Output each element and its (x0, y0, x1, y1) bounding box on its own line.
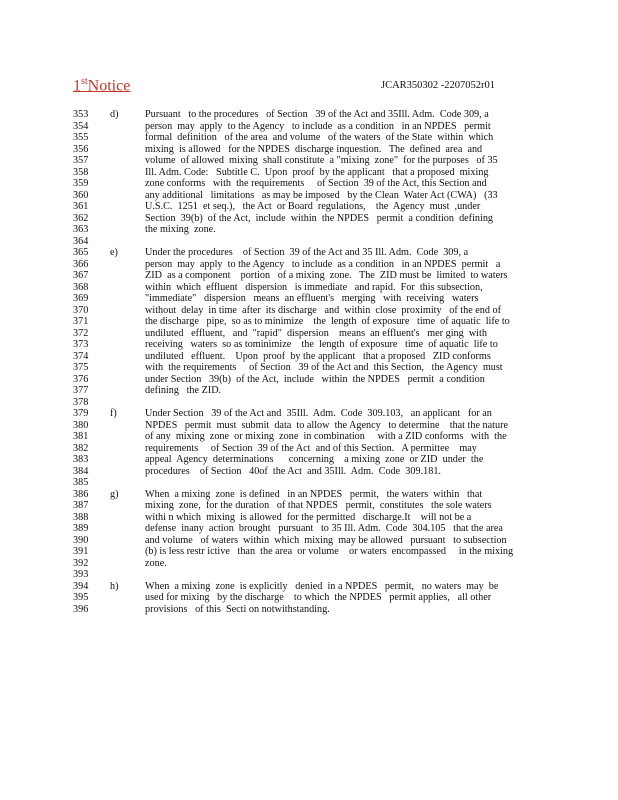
text-line (0, 270, 618, 282)
line-text: used for mixing by the discharge to which the NPDES permit applies, all other (145, 592, 492, 603)
line-number: 357 (73, 155, 89, 166)
text-line (0, 535, 618, 547)
notice-number: 1 (73, 77, 81, 95)
line-number: 364 (73, 235, 89, 247)
line-number: 372 (73, 327, 89, 339)
text-line (0, 144, 618, 156)
line-number: 380 (73, 419, 89, 431)
line-text: Section 39(b) of the Act, include within the NPDES permit a condition defining (145, 212, 494, 224)
line-number: 367 (73, 270, 89, 281)
line-text: When a mixing zone is defined in an NPDES permit, the waters within that (145, 488, 483, 500)
line-text: appeal Agency determinations concerning a mixing zone or ZID under the (145, 454, 484, 465)
line-number: 381 (73, 431, 89, 442)
text-line (0, 558, 618, 570)
line-text: defense inany action brought pursuant to 35 Ill. Adm. Code 304.105 that the area (145, 523, 503, 534)
line-number: 395 (73, 592, 89, 603)
line-text: Ill. Adm. Code: Subtitle C. Upon proof by the applicant that a proposed mixing (145, 166, 489, 178)
text-line (0, 328, 618, 340)
line-number: 369 (73, 293, 89, 304)
text-line (0, 592, 618, 604)
text-line (0, 213, 618, 225)
line-number: 379 (73, 408, 89, 419)
line-text: mixing zone, for the duration of that NPDES permit, constitutes the sole waters (145, 500, 492, 511)
line-text: requirements of Section 39 of the Act and of this Section. A permittee may (145, 442, 477, 454)
line-number: 378 (73, 396, 89, 408)
line-number: 354 (73, 120, 89, 132)
document-body (0, 109, 618, 615)
text-line (0, 385, 618, 397)
text-line (0, 512, 618, 524)
line-number: 359 (73, 178, 89, 189)
line-number: 386 (73, 488, 89, 500)
line-text: When a mixing zone is explicitly denied in a NPDES permit, no waters may be (145, 580, 499, 592)
text-line (0, 190, 618, 202)
subsection-label: d) (110, 109, 119, 120)
line-text: provisions of this Secti on notwithstanding. (145, 603, 330, 615)
text-line (0, 121, 618, 133)
text-line (0, 293, 618, 305)
line-number: 366 (73, 258, 89, 270)
line-text: (b) is less restr ictive than the area or volume or waters encompassed in the mixing (145, 546, 514, 557)
text-line (0, 351, 618, 363)
line-number: 385 (73, 477, 89, 488)
line-number: 377 (73, 385, 89, 396)
text-line (0, 374, 618, 386)
text-line (0, 305, 618, 317)
line-number: 394 (73, 580, 89, 592)
text-line (0, 339, 618, 351)
line-text: zone conforms with the requirements of Section 39 of the Act, this Section and (145, 178, 487, 189)
text-line (0, 178, 618, 190)
line-text: with the requirements of Section 39 of the Act and this Section, the Agency must (145, 362, 503, 373)
text-line (0, 489, 618, 501)
line-text: any additional limitations as may be imposed by the Clean Water Act (CWA) (33 (145, 189, 498, 201)
line-number: 356 (73, 143, 89, 155)
line-number: 361 (73, 201, 89, 212)
subsection-label: f) (110, 408, 117, 419)
line-number: 353 (73, 109, 89, 120)
text-line (0, 431, 618, 443)
text-line (0, 282, 618, 294)
line-text: defining the ZID. (145, 385, 222, 396)
line-number: 363 (73, 224, 89, 235)
line-text: and volume of waters within which mixing may be allowed pursuant to subsection (145, 534, 507, 546)
document-code: JCAR350302 -2207052r01 (381, 80, 496, 91)
subsection-label: e) (110, 247, 118, 258)
line-number: 387 (73, 500, 89, 511)
line-text: under Section 39(b) of the Act, include within the NPDES permit a condition (145, 373, 485, 385)
subsection-label: h) (110, 580, 119, 592)
text-line (0, 569, 618, 581)
line-text: NPDES permit must submit data to allow the Agency to determine that the nature (145, 419, 509, 431)
line-text: the mixing zone. (145, 224, 216, 235)
line-number: 384 (73, 465, 89, 477)
line-text: ZID as a component portion of a mixing zone. The ZID must be limited to waters (145, 270, 508, 281)
line-text: "immediate" dispersion means an effluent's merging with receiving waters (145, 293, 479, 304)
line-text: Pursuant to the procedures of Section 39 of the Act and 35Ill. Adm. Code 309, a (145, 109, 489, 120)
notice-superscript: st (81, 76, 88, 87)
line-number: 355 (73, 132, 89, 143)
text-line (0, 477, 618, 489)
text-line (0, 408, 618, 420)
line-text: the discharge pipe, so as to minimize the length of exposure time of aquatic life to (145, 316, 510, 327)
line-number: 370 (73, 304, 89, 316)
line-text: volume of allowed mixing shall constitute a "mixing zone" for the purposes of 35 (145, 155, 498, 166)
line-number: 365 (73, 247, 89, 258)
line-number: 393 (73, 569, 89, 580)
line-text: zone. (145, 557, 167, 569)
text-line (0, 132, 618, 144)
text-line (0, 420, 618, 432)
text-line (0, 201, 618, 213)
line-number: 390 (73, 534, 89, 546)
line-number: 392 (73, 557, 89, 569)
line-text: procedures of Section 40of the Act and 35Ill. Adm. Code 309.181. (145, 465, 441, 477)
line-text: undiluted effluent. Upon proof by the applicant that a proposed ZID conforms (145, 350, 491, 362)
line-text: without delay in time after its discharge and within close proximity of the end of (145, 304, 502, 316)
line-number: 374 (73, 350, 89, 362)
notice-word: Notice (87, 77, 131, 95)
text-line (0, 604, 618, 616)
subsection-label: g) (110, 488, 119, 500)
text-line (0, 316, 618, 328)
text-line (0, 443, 618, 455)
line-number: 376 (73, 373, 89, 385)
line-text: person may apply to the Agency to include as a condition in an NPDES permit a (145, 258, 501, 270)
line-text: U.S.C. 1251 et seq.), the Act or Board regulations, the Agency must ,under (145, 201, 481, 212)
line-number: 358 (73, 166, 89, 178)
text-line (0, 397, 618, 409)
line-text: Under the procedures of Section 39 of the Act and 35 Ill. Adm. Code 309, a (145, 247, 469, 258)
line-text: withi n which mixing is allowed for the permitted discharge.It will not be a (145, 511, 472, 523)
line-number: 371 (73, 316, 89, 327)
text-line (0, 466, 618, 478)
text-line (0, 224, 618, 236)
line-number: 388 (73, 511, 89, 523)
line-text: within which effluent dispersion is immediate and rapid. For this subsection, (145, 281, 483, 293)
line-number: 373 (73, 339, 89, 350)
text-line (0, 546, 618, 558)
line-number: 389 (73, 523, 89, 534)
text-line (0, 454, 618, 466)
text-line (0, 236, 618, 248)
text-line (0, 362, 618, 374)
text-line (0, 167, 618, 179)
line-number: 360 (73, 189, 89, 201)
text-line (0, 500, 618, 512)
line-text: of any mixing zone or mixing zone in combination with a ZID conforms with the (145, 431, 507, 442)
line-text: formal definition of the area and volume of the waters of the State within which (145, 132, 494, 143)
text-line (0, 155, 618, 167)
text-line (0, 109, 618, 121)
line-number: 383 (73, 454, 89, 465)
line-text: Under Section 39 of the Act and 35Ill. Adm. Code 309.103, an applicant for an (145, 408, 492, 419)
line-text: mixing is allowed for the NPDES discharge inquestion. The defined area and (145, 143, 483, 155)
line-number: 396 (73, 603, 89, 615)
line-number: 391 (73, 546, 89, 557)
text-line (0, 523, 618, 535)
text-line (0, 247, 618, 259)
line-text: undiluted effluent, and "rapid" dispersion means an effluent's mer ging with (145, 327, 487, 339)
line-number: 368 (73, 281, 89, 293)
line-number: 362 (73, 212, 89, 224)
line-text: person may apply to the Agency to include as a condition in an NPDES permit (145, 120, 491, 132)
line-text: receiving waters so as tominimize the length of exposure time of aquatic life to (145, 339, 498, 350)
line-number: 375 (73, 362, 89, 373)
line-number: 382 (73, 442, 89, 454)
text-line (0, 259, 618, 271)
text-line (0, 581, 618, 593)
notice-heading (73, 76, 154, 95)
